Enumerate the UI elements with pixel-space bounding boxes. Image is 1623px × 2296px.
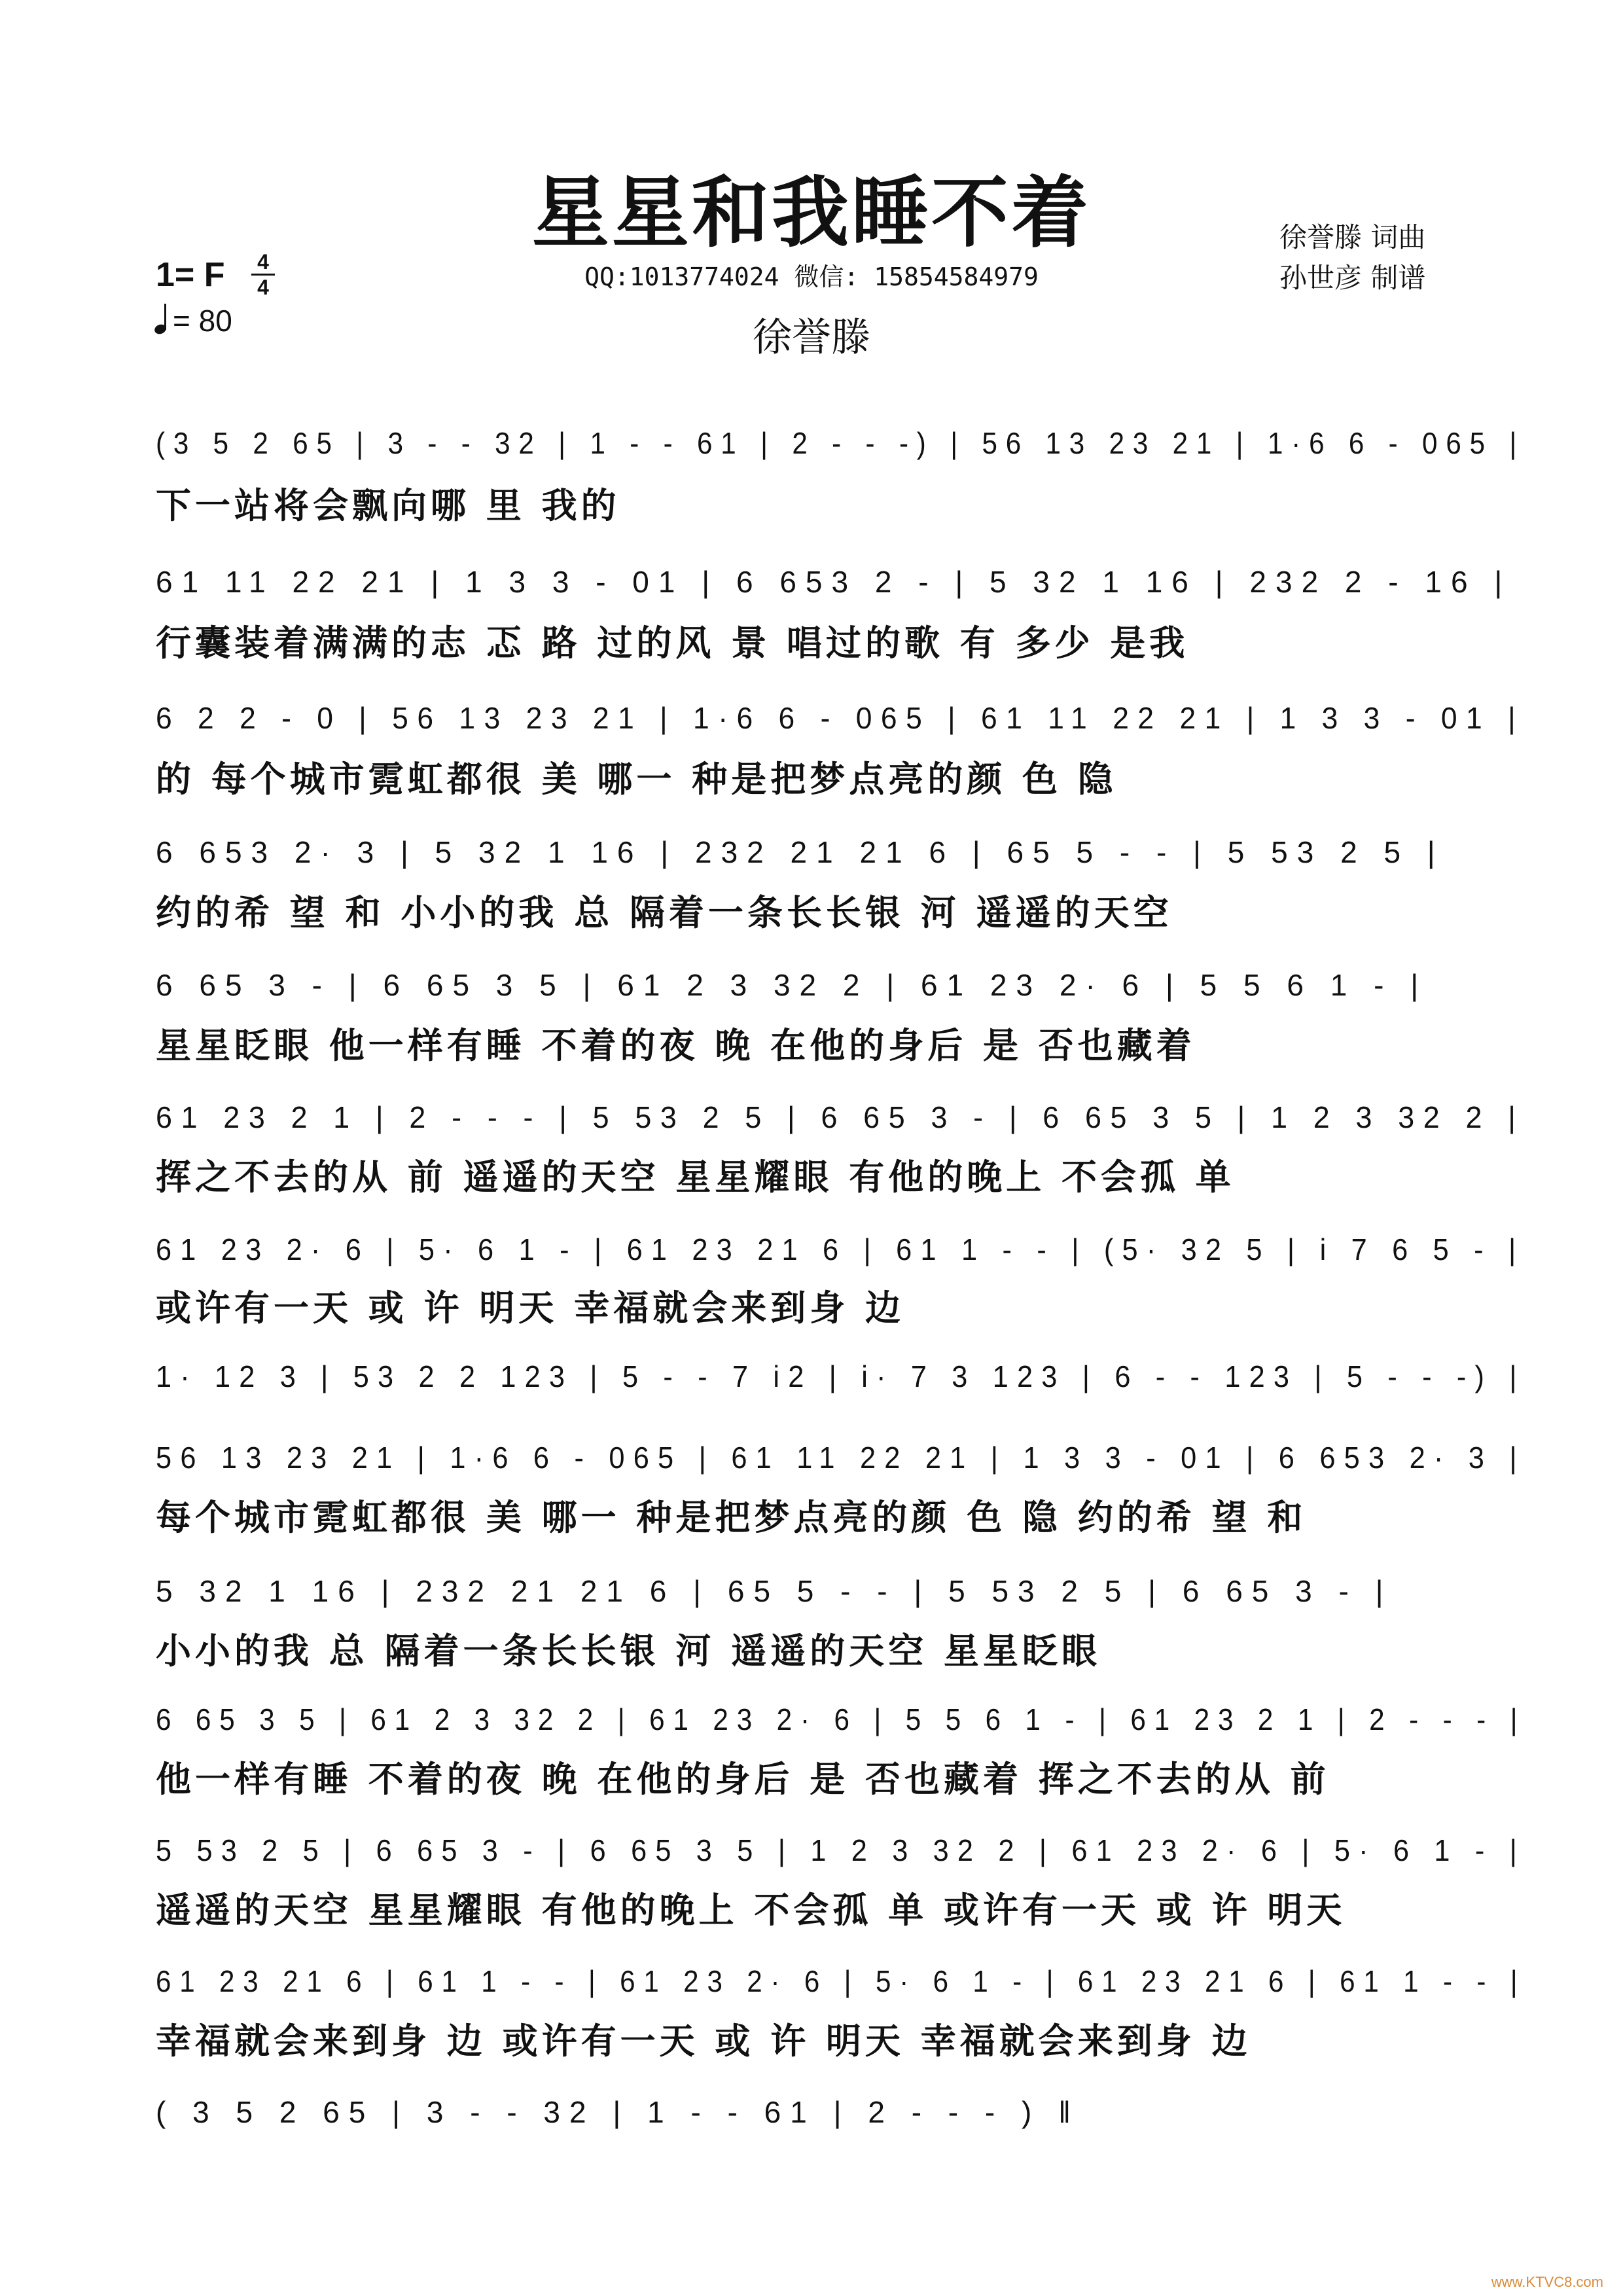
notation-row: (3 5 2 65 | 3 - - 32 | 1 - - 61 | 2 - - -) | 56 13 23 21 | 1·6 6 - 065 | xyxy=(156,426,1525,460)
notation-row: 1· 12 3 | 53 2 2 123 | 5 - - 7 i2 | i· 7 3 123 | 6 - - 123 | 5 - - -) | xyxy=(156,1359,1525,1393)
lyric-row: 小小的我 总 隔着一条长长银 河 遥遥的天空 星星眨眼 xyxy=(156,1630,1101,1672)
time-signature-bottom: 4 xyxy=(251,274,275,299)
lyric-row: 幸福就会来到身 边 或许有一天 或 许 明天 幸福就会来到身 边 xyxy=(156,2020,1251,2062)
lyric-row: 遥遥的天空 星星耀眼 有他的晚上 不会孤 单 或许有一天 或 许 明天 xyxy=(156,1889,1346,1931)
notation-row: 61 23 2 1 | 2 - - - | 5 53 2 5 | 6 65 3 - | 6 65 3 5 | 1 2 3 32 2 | xyxy=(156,1100,1525,1134)
tempo-marking xyxy=(154,302,232,338)
key-signature: 1= F xyxy=(156,256,225,294)
lyric-row: 或许有一天 或 许 明天 幸福就会来到身 边 xyxy=(156,1287,904,1329)
song-title: 星星和我睡不着 xyxy=(531,167,1091,258)
lyric-row: 的 每个城市霓虹都很 美 哪一 种是把梦点亮的颜 色 隐 xyxy=(156,758,1117,800)
notation-row: 6 65 3 5 | 61 2 3 32 2 | 61 23 2· 6 | 5 5 6 1 - | 61 23 2 1 | 2 - - - | xyxy=(156,1702,1526,1736)
notation-row: 61 23 2· 6 | 5· 6 1 - | 61 23 21 6 | 61 1 - - | (5· 32 5 | i 7 6 5 - | xyxy=(156,1232,1525,1266)
notation-row: 56 13 23 21 | 1·6 6 - 065 | 61 11 22 21 | 1 3 3 - 01 | 6 653 2· 3 | xyxy=(156,1441,1525,1475)
lyric-row: 行囊装着满满的志 忑 路 过的风 景 唱过的歌 有 多少 是我 xyxy=(156,622,1189,664)
lyric-row: 每个城市霓虹都很 美 哪一 种是把梦点亮的颜 色 隐 约的希 望 和 xyxy=(156,1496,1307,1538)
singer-name: 徐誉滕 xyxy=(753,315,870,361)
notation-row: 61 11 22 21 | 1 3 3 - 01 | 6 653 2 - | 5 32 1 16 | 232 2 - 16 | xyxy=(156,565,1512,599)
arranger-credit: 孙世彦 制谱 xyxy=(1279,262,1426,294)
notation-row: ( 3 5 2 65 | 3 - - 32 | 1 - - 61 | 2 - - - ) ‖ xyxy=(156,2095,1080,2129)
notation-row: 5 32 1 16 | 232 21 21 6 | 65 5 - - | 5 53 2 5 | 6 65 3 - | xyxy=(156,1574,1393,1608)
lyricist-credit: 徐誉滕 词曲 xyxy=(1279,221,1426,253)
notation-row: 6 653 2· 3 | 5 32 1 16 | 232 21 21 6 | 65 5 - - | 5 53 2 5 | xyxy=(156,835,1444,869)
lyric-row: 挥之不去的从 前 遥遥的天空 星星耀眼 有他的晚上 不会孤 单 xyxy=(156,1156,1235,1198)
notation-row: 5 53 2 5 | 6 65 3 - | 6 65 3 5 | 1 2 3 32 2 | 61 23 2· 6 | 5· 6 1 - | xyxy=(156,1833,1526,1867)
tempo-value: = 80 xyxy=(173,304,232,338)
lyric-row: 下一站将会飘向哪 里 我的 xyxy=(156,484,620,526)
lyric-row: 约的希 望 和 小小的我 总 隔着一条长长银 河 遥遥的天空 xyxy=(156,891,1173,933)
lyric-row: 他一样有睡 不着的夜 晚 在他的身后 是 否也藏着 挥之不去的从 前 xyxy=(156,1758,1330,1800)
notation-row: 6 2 2 - 0 | 56 13 23 21 | 1·6 6 - 065 | 61 11 22 21 | 1 3 3 - 01 | xyxy=(156,701,1525,735)
quarter-note-icon xyxy=(154,302,169,334)
time-signature xyxy=(251,250,275,299)
notation-row: 61 23 21 6 | 61 1 - - | 61 23 2· 6 | 5· 6 1 - | 61 23 21 6 | 61 1 - - | xyxy=(156,1964,1526,1998)
notation-row: 6 65 3 - | 6 65 3 5 | 61 2 3 32 2 | 61 23 2· 6 | 5 5 6 1 - | xyxy=(156,968,1428,1002)
contact-info: QQ:1013774024 微信: 15854584979 xyxy=(584,262,1039,291)
watermark: www.KTVC8.com xyxy=(1491,2274,1603,2290)
lyric-row: 星星眨眼 他一样有睡 不着的夜 晚 在他的身后 是 否也藏着 xyxy=(156,1024,1196,1066)
time-signature-top: 4 xyxy=(257,250,269,274)
